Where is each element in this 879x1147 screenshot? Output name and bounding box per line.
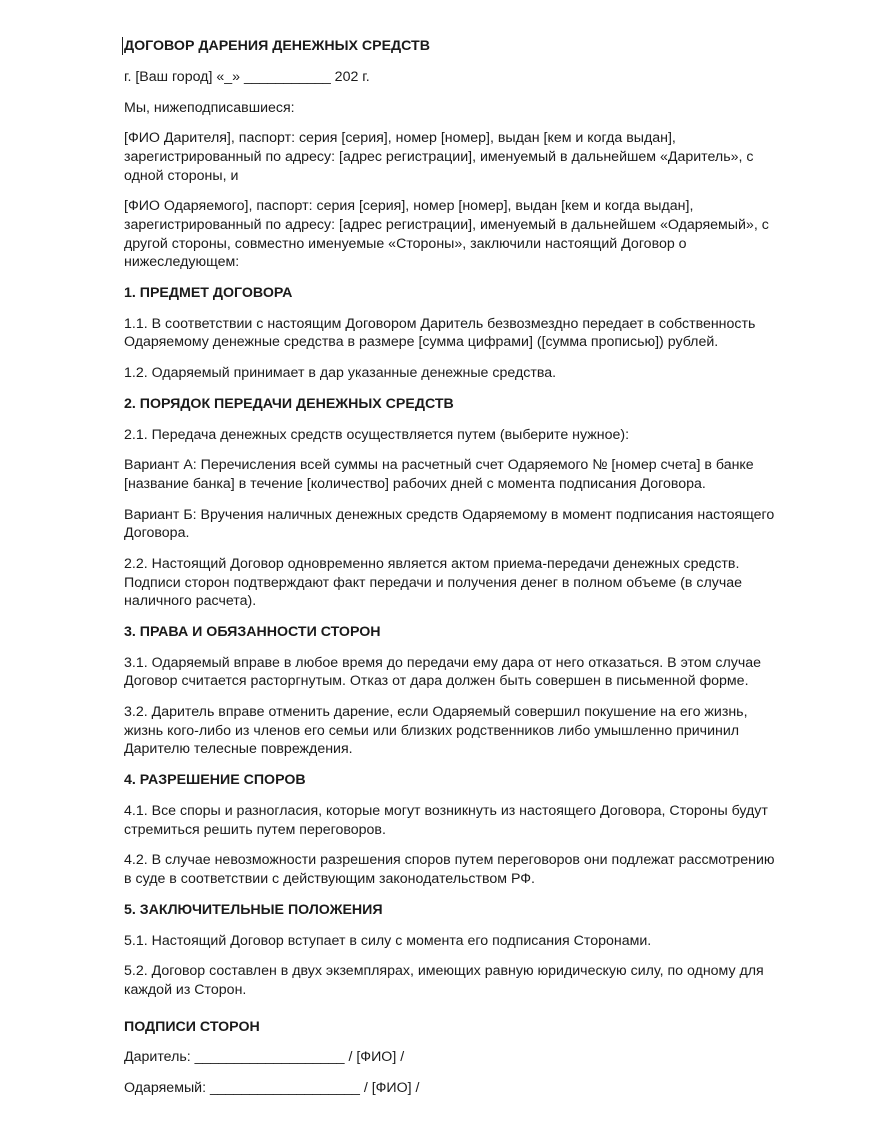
text-cursor xyxy=(122,37,123,55)
clause-paragraph: Вариант А: Перечисления всей суммы на расчетный счет Одаряемого № [номер счета] в банке [название банка] в течение [количество] рабочих дней с момента подписания Договора. xyxy=(124,457,754,492)
intro-line: Мы, нижеподписавшиеся: xyxy=(124,99,295,116)
document-title-text: ДОГОВОР ДАРЕНИЯ ДЕНЕЖНЫХ СРЕДСТВ xyxy=(124,38,430,54)
donee-signature-line: Одаряемый: ___________________ / [ФИО] / xyxy=(124,1080,420,1097)
clause-paragraph: 5.2. Договор составлен в двух экземплярах, имеющих равную юридическую силу, по одному для каждой из Сторон. xyxy=(124,963,764,998)
signatures-heading: ПОДПИСИ СТОРОН xyxy=(124,1018,260,1035)
section-heading: 3. ПРАВА И ОБЯЗАННОСТИ СТОРОН xyxy=(124,624,381,641)
clause-paragraph: 3.1. Одаряемый вправе в любое время до передачи ему дара от него отказаться. В этом случае Договор считается расторгнутым. Отказ от дара должен быть совершен в письменной форме. xyxy=(124,654,762,690)
place-date-line: г. [Ваш город] «_» ___________ 202 г. xyxy=(124,68,370,85)
section-4 xyxy=(124,771,824,888)
section-1 xyxy=(124,284,824,383)
section-heading: 4. РАЗРЕШЕНИЕ СПОРОВ xyxy=(124,772,306,789)
party-donee-paragraph: [ФИО Одаряемого], паспорт: серия [серия], номер [номер], выдан [кем и когда выдан], зарегистрированный по адресу: [адрес регистрации], именуемый в дальнейшем «Одаряемый», с другой стороны, совместно именуемые «Стороны», заключили настоящий Договор о нижеследующем: xyxy=(124,198,769,271)
clause-paragraph: Вариант Б: Вручения наличных денежных средств Одаряемому в момент подписания настоящего Договора. xyxy=(124,506,775,542)
clause-paragraph: 4.2. В случае невозможности разрешения споров путем переговоров они подлежат рассмотрению в суде в соответствии с действующим законодательством РФ. xyxy=(124,852,775,887)
section-2 xyxy=(124,395,824,611)
clause-paragraph: 3.2. Даритель вправе отменить дарение, если Одаряемый совершил покушение на его жизнь, жизнь кого-либо из членов его семьи или близких родственников либо умышленно причинил Дарителю телесные повреждения. xyxy=(124,704,748,758)
section-3 xyxy=(124,623,824,759)
party-donor-paragraph: [ФИО Дарителя], паспорт: серия [серия], номер [номер], выдан [кем и когда выдан], зарегистрированный по адресу: [адрес регистрации], именуемый в дальнейшем «Даритель», с одной стороны, и xyxy=(124,130,754,184)
clause-paragraph: 1.2. Одаряемый принимает в дар указанные денежные средства. xyxy=(124,365,557,382)
donor-signature-line: Даритель: ___________________ / [ФИО] / xyxy=(124,1049,405,1066)
clause-paragraph: 4.1. Все споры и разногласия, которые могут возникнуть из настоящего Договора, Стороны будут стремиться решить путем переговоров. xyxy=(124,803,768,838)
document-title xyxy=(124,37,824,56)
clause-paragraph: 5.1. Настоящий Договор вступает в силу с момента его подписания Сторонами. xyxy=(124,932,652,949)
clause-paragraph: 2.2. Настоящий Договор одновременно является актом приема-передачи денежных средств. Подписи сторон подтверждают факт передачи и получения денег в полном объеме (в случае наличного расчета). xyxy=(124,556,742,610)
section-5 xyxy=(124,901,824,1000)
signatures-section xyxy=(124,1018,824,1098)
clause-paragraph: 2.1. Передача денежных средств осуществляется путем (выберите нужное): xyxy=(124,426,630,443)
document-page xyxy=(124,37,824,1110)
section-heading: 1. ПРЕДМЕТ ДОГОВОРА xyxy=(124,284,293,301)
section-heading: 2. ПОРЯДОК ПЕРЕДАЧИ ДЕНЕЖНЫХ СРЕДСТВ xyxy=(124,395,454,412)
clause-paragraph: 1.1. В соответствии с настоящим Договором Даритель безвозмездно передает в собственность Одаряемому денежные средства в размере [сумма цифрами] ([сумма прописью]) рублей. xyxy=(124,315,756,351)
section-heading: 5. ЗАКЛЮЧИТЕЛЬНЫЕ ПОЛОЖЕНИЯ xyxy=(124,901,383,918)
